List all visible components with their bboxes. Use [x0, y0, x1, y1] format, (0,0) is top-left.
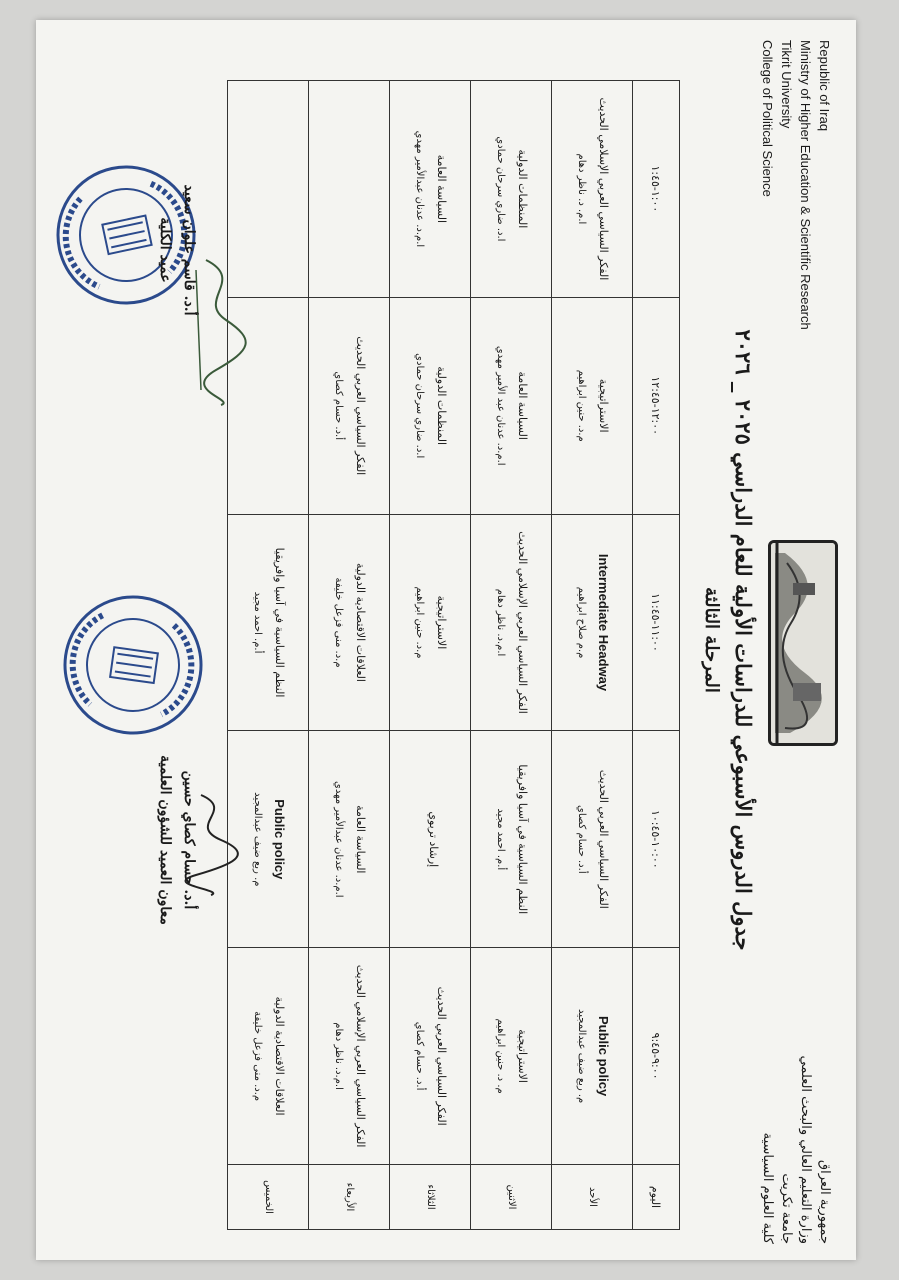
- lecture-teacher: أ.م. احمد مجيد: [252, 591, 263, 654]
- table-header-row: [633, 81, 680, 1230]
- lecture-teacher: أ.م. احمد مجيد: [495, 808, 506, 871]
- lecture-teacher: م.د. حنين ابراهيم: [414, 586, 425, 659]
- dean-title: عميد الكلية: [157, 217, 173, 283]
- lecture-teacher: أ.د. حسام كصاي: [414, 1021, 425, 1091]
- schedule-title: جدول الدروس الأسبوعي للدراسات الأولية للعام الدراسي ٢٠٢٥ _ ٢٠٢٦: [731, 329, 756, 951]
- lecture-teacher: ا.د. ضاري سرحان حمادي: [414, 353, 425, 459]
- lecture-cell: [309, 731, 390, 948]
- document-page: [36, 20, 856, 1260]
- lecture-subject: السياسة العامة: [516, 371, 529, 440]
- lecture-cell: [390, 81, 471, 298]
- lecture-subject: Public policy: [272, 799, 287, 880]
- letterhead-line: وزارة التعليم العالي والبحث العلمي: [798, 1055, 813, 1244]
- lecture-cell: [552, 297, 633, 514]
- lecture-subject: الاستراتيجية: [516, 1029, 529, 1083]
- lecture-subject: السياسة العامة: [354, 805, 367, 874]
- letterhead-line: Ministry of Higher Education & Scientific Research: [798, 40, 813, 330]
- day-cell: الأحد: [552, 1165, 633, 1230]
- assistant-dean-title: معاون العميد للشؤون العلمية: [157, 755, 173, 925]
- letterhead-line: Tikrit University: [779, 40, 794, 129]
- day-cell: الثلاثاء: [390, 1165, 471, 1230]
- lecture-cell: [390, 514, 471, 731]
- university-logo: [768, 540, 838, 746]
- lecture-cell: [390, 731, 471, 948]
- lecture-teacher: أ.د. حسام كصاي: [576, 805, 587, 874]
- lecture-subject: Public policy: [596, 1016, 611, 1097]
- lecture-cell: [309, 948, 390, 1165]
- letterhead-line: جمهورية العراق: [817, 1160, 832, 1244]
- lecture-subject: الاستراتيجية: [435, 595, 448, 650]
- letterhead-line: كلية العلوم السياسية: [760, 1132, 775, 1244]
- dean-signature-block: [153, 90, 201, 410]
- lecture-subject: النظم السياسية في آسيا وافريقيا: [273, 547, 286, 698]
- assistant-dean-signature-block: [153, 670, 201, 1010]
- lecture-cell: [228, 514, 309, 731]
- lecture-cell: [552, 514, 633, 731]
- lecture-subject: الفكر السياسي العربي الحديث: [354, 336, 367, 476]
- table-row: [552, 81, 633, 1230]
- lecture-teacher: ا.م.د. ناظر دهام: [495, 588, 506, 657]
- lecture-cell: [309, 81, 390, 298]
- day-column-header: اليوم: [633, 1165, 680, 1230]
- lecture-teacher: م.د. منى فزعل خليفة: [333, 577, 344, 668]
- lecture-teacher: ا.م.د. عدنان عبد الأمير مهدي: [495, 345, 506, 466]
- lecture-subject: المنظمات الدولية: [516, 149, 529, 229]
- schedule-table: [227, 80, 680, 1230]
- lecture-teacher: م.م صلاح ابراهيم: [576, 586, 587, 659]
- lecture-teacher: م.د. حنين ابراهيم: [576, 369, 587, 442]
- lecture-teacher: أ.د. حسام كصاي: [333, 371, 344, 440]
- lecture-cell: [309, 514, 390, 731]
- time-header: ١١:٠٠-١١:٤٥: [633, 514, 680, 731]
- dean-name: أ.د. قاسم علوان سعيد: [181, 184, 197, 316]
- english-letterhead: [758, 40, 834, 360]
- lecture-subject: Intermediate Headway: [596, 553, 611, 692]
- lecture-teacher: م.د. منى فزعل خليفة: [252, 1011, 263, 1102]
- lecture-subject: الفكر السياسي العربي الإسلامي الحديث: [516, 531, 529, 714]
- lecture-subject: السياسة العامة: [435, 154, 448, 224]
- lecture-cell: [552, 948, 633, 1165]
- letterhead-line: جامعة تكريت: [779, 1173, 794, 1244]
- assistant-dean-name: أ.د. حسام كصاي حسين: [181, 770, 197, 910]
- lecture-teacher: ا.م.د. ناظر دهام: [333, 1022, 344, 1090]
- table-row: [471, 81, 552, 1230]
- lecture-cell: [471, 81, 552, 298]
- time-header: ١٠:٠٠-١٠:٤٥: [633, 731, 680, 948]
- lecture-subject: العلاقات الاقتصادية الدولية: [273, 996, 286, 1116]
- lecture-cell: [552, 731, 633, 948]
- landscape-content: [36, 20, 856, 1260]
- lecture-cell: [471, 731, 552, 948]
- lecture-subject: الفكر السياسي العربي الإسلامي الحديث: [597, 97, 610, 281]
- lecture-subject: الاستراتيجية: [597, 378, 610, 433]
- lecture-cell: [309, 297, 390, 514]
- lecture-subject: النظم السياسية في آسيا وافريقيا: [516, 764, 529, 915]
- lecture-cell: [471, 514, 552, 731]
- lecture-subject: الفكر السياسي العربي الإسلامي الحديث: [354, 964, 367, 1148]
- lecture-teacher: ا.م.د. عدنان عبدالأمير مهدي: [333, 781, 344, 898]
- lecture-cell: [471, 297, 552, 514]
- stage-subtitle: المرحلة الثالثة: [701, 587, 722, 693]
- lecture-subject: الفكر السياسي العربي الحديث: [435, 986, 448, 1126]
- lecture-subject: المنظمات الدولية: [435, 366, 448, 446]
- lecture-cell: [390, 297, 471, 514]
- time-header: ١:٠٠-١:٤٥: [633, 81, 680, 298]
- lecture-teacher: ا.م.د. عدنان عبدالأمير مهدي: [414, 130, 425, 248]
- lecture-teacher: م. ربع ضيف عبدالمجيد: [576, 1008, 587, 1104]
- lecture-subject: العلاقات الاقتصادية الدولية: [354, 563, 367, 682]
- table-row: [390, 81, 471, 1230]
- lecture-teacher: م. ربع ضيف عبدالمجيد: [252, 792, 263, 887]
- lecture-cell: [552, 81, 633, 298]
- lecture-teacher: ا.م. د. ناظر دهام: [576, 153, 587, 225]
- letterhead-line: College of Political Science: [760, 40, 775, 197]
- time-header: ٩:٠٠-٩:٤٥: [633, 948, 680, 1165]
- table-row: [309, 81, 390, 1230]
- lecture-subject: الفكر السياسي العربي الحديث: [597, 769, 610, 909]
- lecture-cell: [471, 948, 552, 1165]
- arabic-letterhead: [758, 1014, 834, 1244]
- lecture-cell: [390, 948, 471, 1165]
- letterhead-line: Republic of Iraq: [817, 40, 832, 132]
- day-cell: الاثنين: [471, 1165, 552, 1230]
- day-cell: الأربعاء: [309, 1165, 390, 1230]
- lecture-subject: إرشاد تربوي: [427, 811, 440, 868]
- lecture-teacher: ا.د. ضاري سرحان حمادي: [495, 136, 506, 242]
- lecture-teacher: م. د. حنين ابراهيم: [495, 1018, 506, 1094]
- time-header: ١٢:٠٠-١٢:٤٥: [633, 297, 680, 514]
- day-cell: الخميس: [228, 1165, 309, 1230]
- lecture-cell: [228, 948, 309, 1165]
